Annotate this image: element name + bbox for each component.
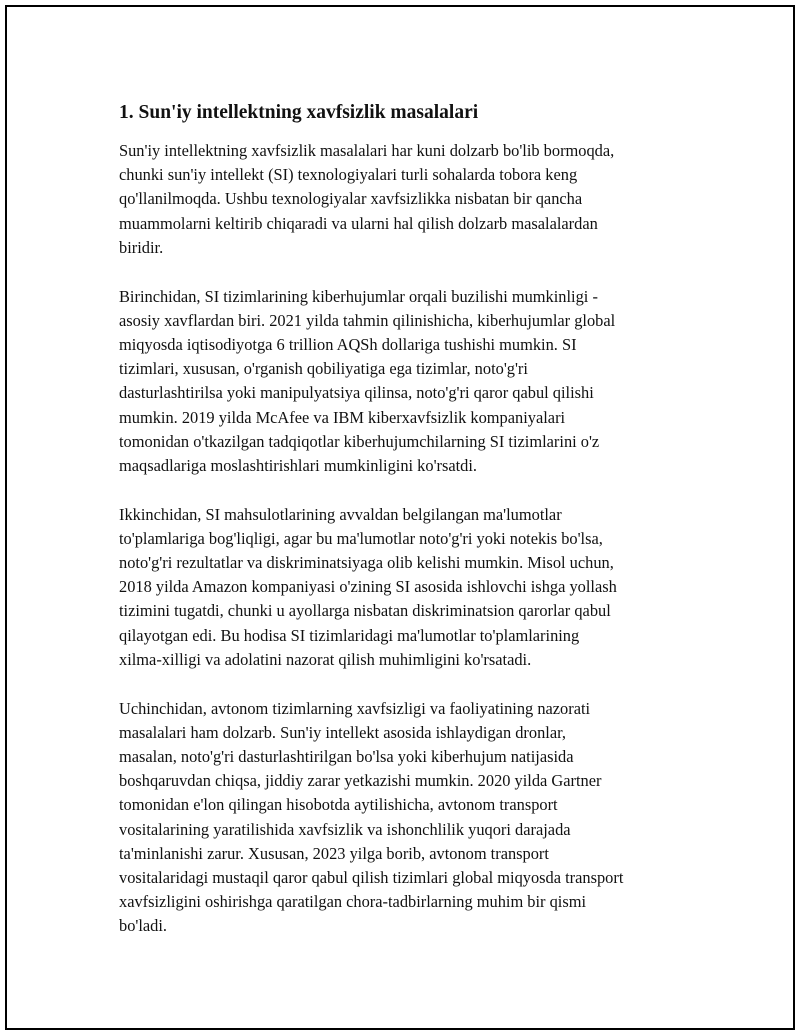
paragraph-line: biridir. [119,237,164,257]
paragraph-line: chunki sun'iy intellekt (SI) texnologiyalari turli sohalarda tobora keng [119,165,578,185]
paragraph-line: Uchinchidan, avtonom tizimlarning xavfsizligi va faoliyatining nazorati [119,698,591,718]
paragraph-line: asosiy xavflardan biri. 2021 yilda tahmin qilinishicha, kiberhujumlar global [119,310,616,330]
paragraph-line: miqyosda iqtisodiyotga 6 trillion AQSh dollariga tushishi mumkin. SI [119,334,577,354]
paragraph-line: tomonidan e'lon qilingan hisobotda aytilishicha, avtonom transport [119,795,558,815]
paragraph-line: vositalarining yaratilishida xavfsizlik va ishonchlilik yuqori darajada [119,819,571,839]
paragraph-line: Ikkinchidan, SI mahsulotlarining avvaldan belgilangan ma'lumotlar [119,504,562,524]
paragraph-line: 2018 yilda Amazon kompaniyasi o'zining SI asosida ishlovchi ishga yollash [119,577,617,597]
paragraph-line: to'plamlariga bog'liqligi, agar bu ma'lumotlar noto'g'ri yoki notekis bo'lsa, [119,528,603,548]
paragraph-line: tizimlari, xususan, o'rganish qobiliyatiga ega tizimlar, noto'g'ri [119,359,528,379]
paragraph-line: ta'minlanishi zarur. Xususan, 2023 yilga borib, avtonom transport [119,843,549,863]
paragraph-line: vositalaridagi mustaqil qaror qabul qilish tizimlari global miqyosda transport [119,867,624,887]
paragraph-line: Sun'iy intellektning xavfsizlik masalalari har kuni dolzarb bo'lib bormoqda, [119,141,615,160]
paragraph-line: boshqaruvdan chiqsa, jiddiy zarar yetkazishi mumkin. 2020 yilda Gartner [119,771,602,791]
paragraph-line: masalan, noto'g'ri dasturlashtirilgan bo'lsa yoki kiberhujum natijasida [119,746,574,766]
paragraph-line: mumkin. 2019 yilda McAfee va IBM kiberxavfsizlik kompaniyalari [119,407,566,427]
document-body [119,100,695,963]
paragraph-line: qo'llanilmoqda. Ushbu texnologiyalar xavfsizlikka nisbatan bir qancha [119,189,583,209]
paragraph-line: xavfsizligini oshirishga qaratilgan chora-tadbirlarning muhim bir qismi [119,892,587,912]
paragraph-line: tizimini tugatdi, chunki u ayollarga nisbatan diskriminatsion qarorlar qabul [119,601,611,621]
paragraph [119,139,695,260]
paragraph-line: dasturlashtirilsa yoki manipulyatsiya qilinsa, noto'g'ri qaror qabul qilishi [119,383,594,403]
paragraph-line: masalalari ham dolzarb. Sun'iy intellekt asosida ishlaydigan dronlar, [119,722,567,742]
paragraph [119,285,695,479]
paragraph-line: xilma-xilligi va adolatini nazorat qilish muhimligini ko'rsatadi. [119,649,532,669]
paragraph-line: maqsadlariga moslashtirishlari mumkinligini ko'rsatdi. [119,455,478,475]
paragraph-line: Birinchidan, SI tizimlarining kiberhujumlar orqali buzilishi mumkinligi - [119,286,598,306]
paragraph [119,697,695,939]
paragraph-line: qilayotgan edi. Bu hodisa SI tizimlaridagi ma'lumotlar to'plamlarining [119,625,580,645]
paragraph-line: bo'ladi. [119,916,168,936]
section-title: 1. Sun'iy intellektning xavfsizlik masalalari [119,102,479,123]
paragraph-line: noto'g'ri rezultatlar va diskriminatsiyaga olib kelishi mumkin. Misol uchun, [119,553,614,573]
paragraph-line: muammolarni keltirib chiqaradi va ularni hal qilish dolzarb masalalardan [119,213,598,233]
paragraph [119,503,695,672]
paragraph-line: tomonidan o'tkazilgan tadqiqotlar kiberhujumchilarning SI tizimlarini o'z [119,431,600,451]
page-frame [5,5,795,1030]
paragraphs-container [119,139,695,939]
